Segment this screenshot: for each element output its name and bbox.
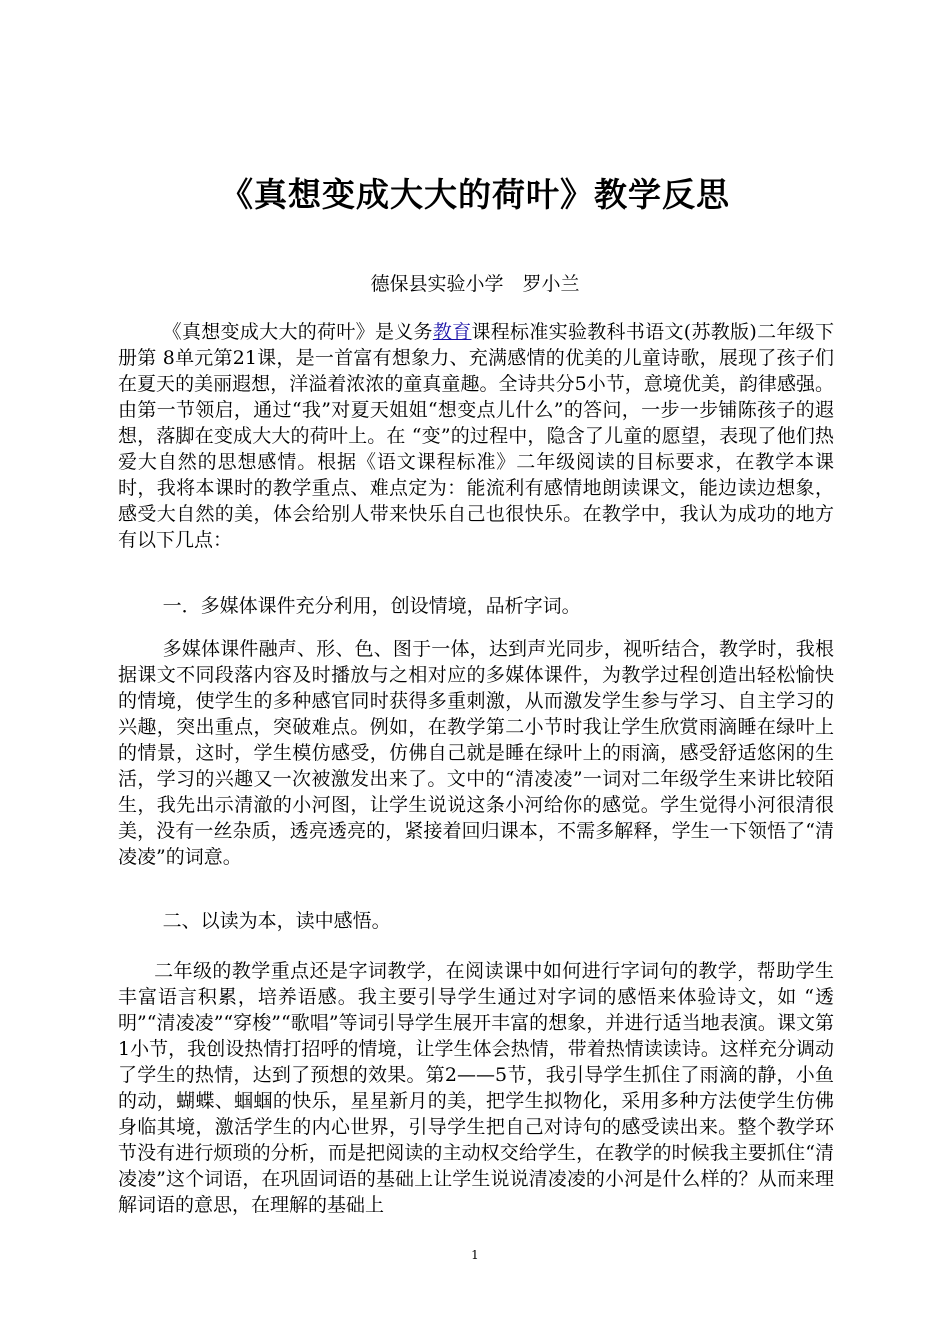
document-title: 《真想变成大大的荷叶》教学反思 [220,175,730,214]
section-heading-reading: 二、以读为本，读中感悟。 [162,910,391,932]
reading-paragraph: 二年级的教学重点还是字词教学，在阅读课中如何进行字词句的教学，帮助学生丰富语言积累，培养语感。我主要引导学生通过对字词的感悟来体验诗文，如 “透明”“清凌凌”“穿梭”“歌唱”等词引导学生展开丰富的想象，并进行适当地表演。课文第1小节，我创设热情打招呼的情境，让学生体会热情，带着热情读读诗。这样充分调动了学生的热情，达到了预想的效果。第2——5节，我引导学生抓住了雨滴的静，小鱼的动，蝴蝶、蝈蝈的快乐，星星新月的美，把学生拟物化，采用多种方法使学生仿佛身临其境，激活学生的内心世界，引导学生把自己对诗句的感受读出来。整个教学环节没有进行烦琐的分析，而是把阅读的主动权交给学生，在教学的时候我主要抓住“清凌凌”这个词语，在巩固词语的基础上让学生说说清凌凌的小河是什么样的？从而来理解词语的意思，在理解的基础上 [118,960,834,1216]
intro-text-after-link: 课程标准实验教科书语文(苏教版)二年级下册第 8单元第21课，是一首富有想象力、充满感情的优美的儿童诗歌，展现了孩子们在夏天的美丽遐想，洋溢着浓浓的童真童趣。全诗共分5小节，意境优美，韵律感强。由第一节领启，通过“我”对夏天姐姐“想变点儿什么”的答问，一步一步铺陈孩子的遐想，落脚在变成大大的荷叶上。在 “变”的过程中，隐含了儿童的愿望，表现了他们热爱大自然的思想感情。根据《语文课程标准》二年级阅读的目标要求，在教学本课时，我将本课时的教学重点、难点定为：能流利有感情地朗读课文，能边读边想象，感受大自然的美，体会给别人带来快乐自己也很快乐。在教学中，我认为成功的地方有以下几点： [118,321,834,551]
intro-text-before-link: 《真想变成大大的荷叶》是义务 [162,321,433,343]
section-heading-multimedia: 一．多媒体课件充分利用，创设情境，品析字词。 [162,595,581,617]
education-link[interactable]: 教育 [432,321,472,343]
page-number: 1 [471,1248,479,1262]
multimedia-paragraph: 多媒体课件融声、形、色、图于一体，达到声光同步，视听结合，教学时，我根据课文不同段落内容及时播放与之相对应的多媒体课件，为教学过程创造出轻松愉快的情境，使学生的多种感官同时获得多重刺激，从而激发学生参与学习、自主学习的兴趣，突出重点，突破难点。例如，在教学第二小节时我让学生欣赏雨滴睡在绿叶上的情景，这时，学生模仿感受，仿佛自己就是睡在绿叶上的雨滴，感受舒适悠闲的生活，学习的兴趣又一次被激发出来了。文中的“清凌凌”一词对二年级学生来讲比较陌生，我先出示清澈的小河图，让学生说说这条小河给你的感觉。学生觉得小河很清很美，没有一丝杂质，透亮透亮的，紧接着回归课本，不需多解释，学生一下领悟了“清凌凌”的词意。 [118,638,834,868]
author-line: 德保县实验小学 罗小兰 [370,273,580,295]
intro-paragraph [118,319,834,553]
